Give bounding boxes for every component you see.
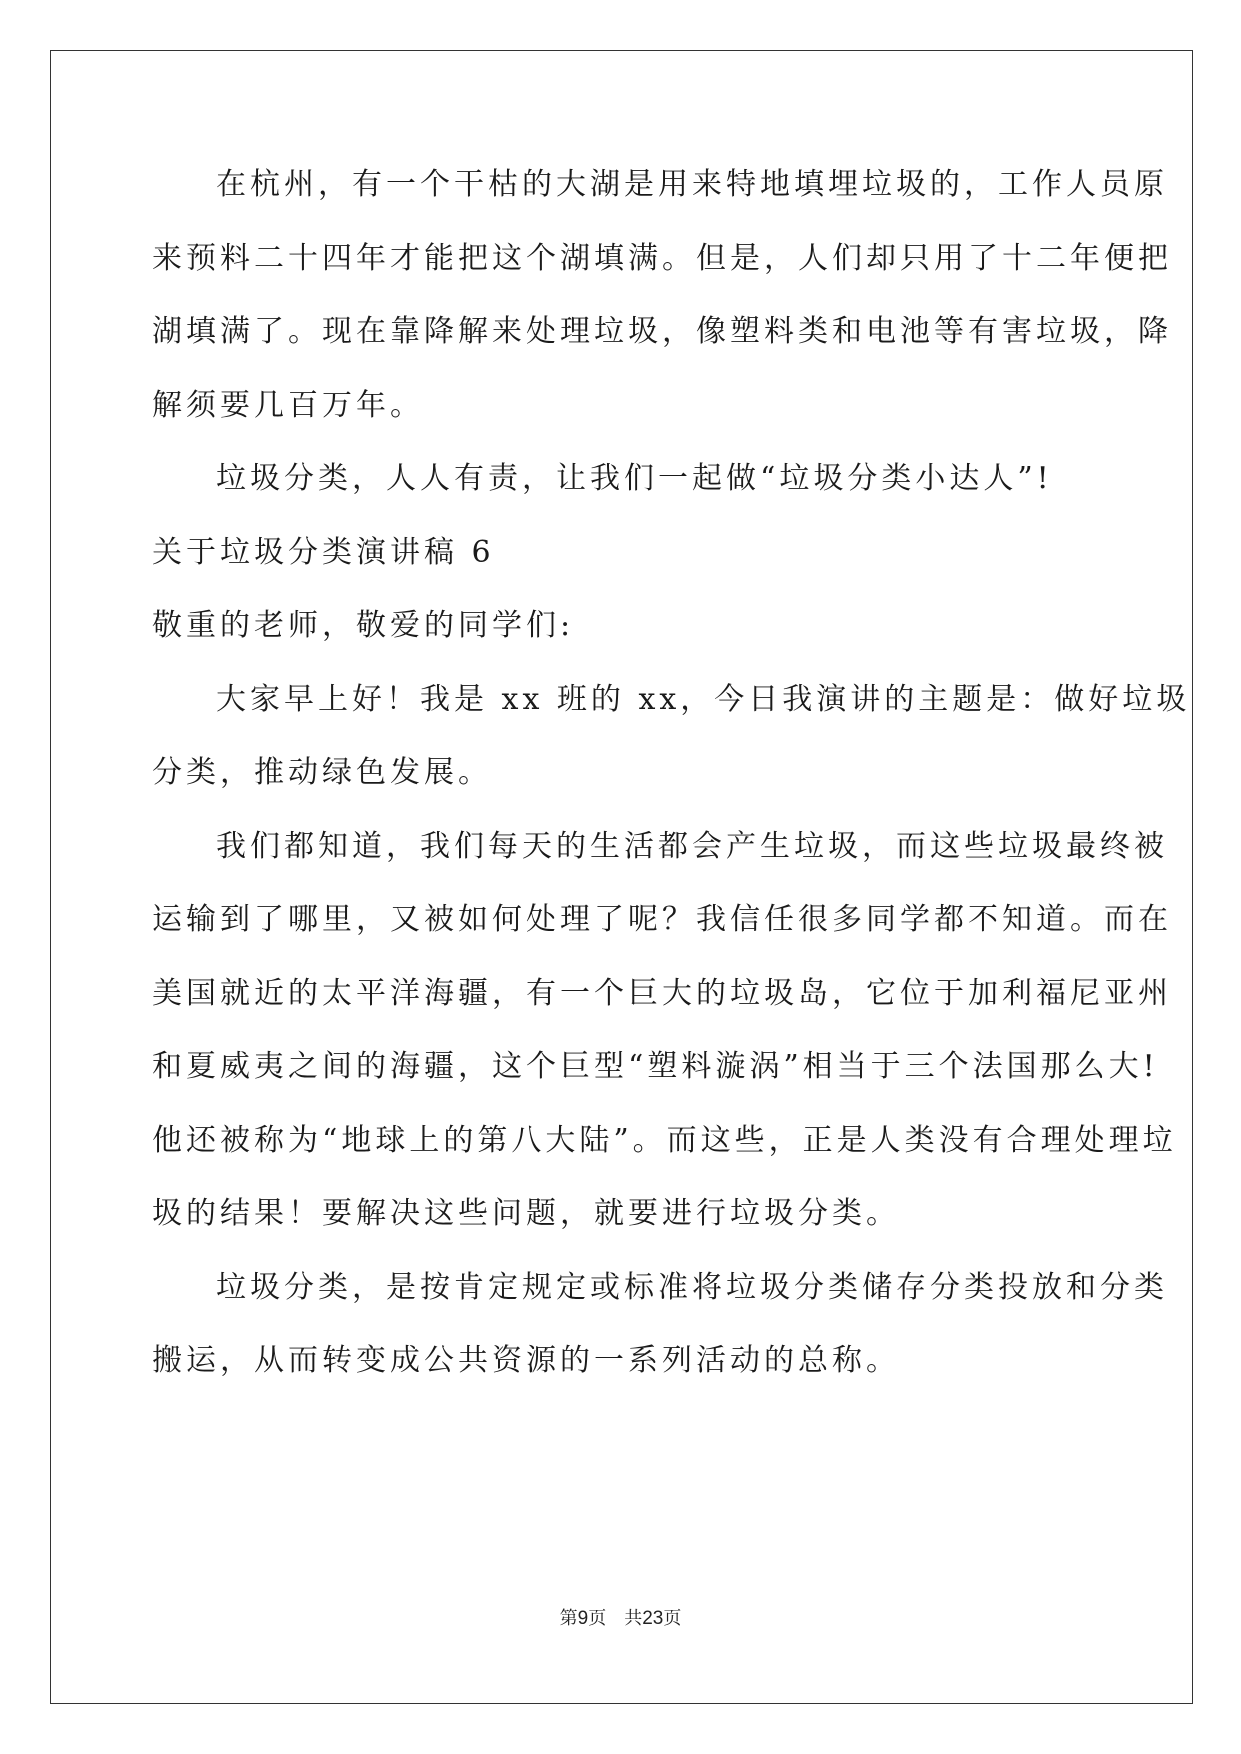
footer-total-pages: 23: [642, 1608, 664, 1629]
text-line: 美国就近的太平洋海疆，有一个巨大的垃圾岛，它位于加利福尼亚州: [152, 975, 1172, 1011]
text-line: 运输到了哪里，又被如何处理了呢？我信任很多同学都不知道。而在: [152, 902, 1172, 937]
text-line: 我们都知道，我们每天的生活都会产生垃圾，而这些垃圾最终被: [216, 828, 1168, 864]
text-line: 垃圾分类，是按肯定规定或标准将垃圾分类储存分类投放和分类: [216, 1269, 1168, 1305]
text-line: 关于垃圾分类演讲稿 6: [152, 534, 495, 570]
text-line: 他还被称为“地球上的第八大陆”。而这些，正是人类没有合理处理垃: [152, 1122, 1177, 1158]
text-line: 湖填满了。现在靠降解来处理垃圾，像塑料类和电池等有害垃圾，降: [152, 314, 1172, 349]
text-line: 分类，推动绿色发展。: [152, 755, 492, 790]
text-line: 圾的结果！要解决这些问题，就要进行垃圾分类。: [152, 1196, 900, 1231]
text-line: 敬重的老师，敬爱的同学们:: [152, 608, 575, 643]
footer-mid: 页 共: [588, 1608, 643, 1629]
text-line: 搬运，从而转变成公共资源的一系列活动的总称。: [152, 1343, 900, 1378]
footer-suffix: 页: [663, 1608, 682, 1629]
page-border: [50, 50, 1193, 1704]
text-line: 垃圾分类，人人有责，让我们一起做“垃圾分类小达人”!: [216, 461, 1053, 496]
footer-page-number: 9: [577, 1608, 589, 1629]
text-line: 大家早上好！我是 xx 班的 xx，今日我演讲的主题是：做好垃圾: [216, 681, 1191, 717]
text-line: 来预料二十四年才能把这个湖填满。但是，人们却只用了十二年便把: [152, 240, 1172, 276]
footer-prefix: 第: [559, 1608, 578, 1629]
text-line: 解须要几百万年。: [152, 387, 424, 423]
text-line: 在杭州，有一个干枯的大湖是用来特地填埋垃圾的，工作人员原: [216, 167, 1168, 202]
text-line: 和夏威夷之间的海疆，这个巨型“塑料漩涡”相当于三个法国那么大!: [152, 1049, 1159, 1084]
page-footer: [0, 1604, 1241, 1630]
